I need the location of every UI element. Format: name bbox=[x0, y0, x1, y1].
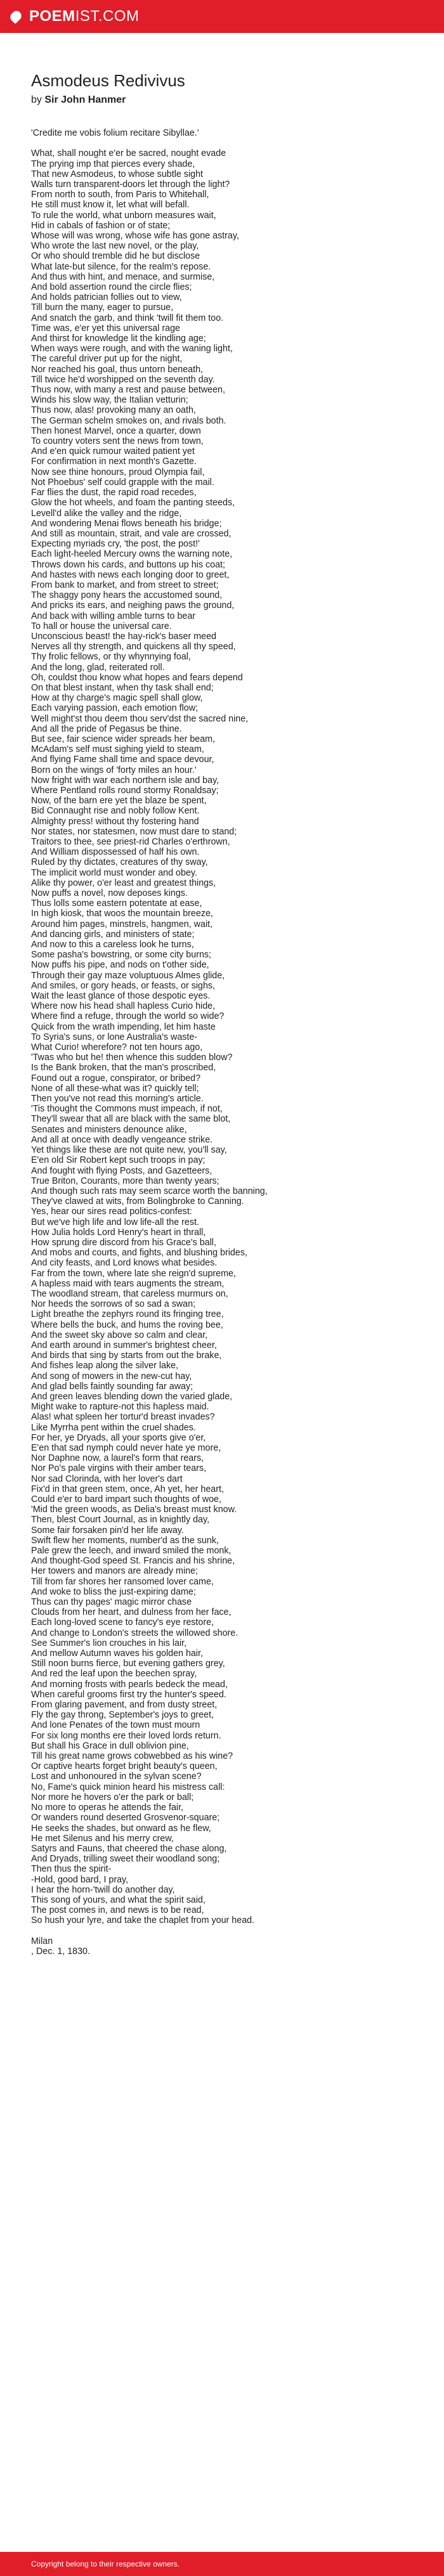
poem-line: Traitors to thee, see priest-rid Charles o'erthrown, bbox=[31, 837, 230, 847]
poem-line: Her towers and manors are already mine; bbox=[31, 1566, 199, 1577]
poem-line: Till burn the many, eager to pursue, bbox=[31, 302, 174, 313]
poem-line: For her, ye Dryads, all your sports give o'er, bbox=[31, 1432, 206, 1443]
poem-line: From bank to market, and from street to street; bbox=[31, 579, 219, 590]
poem-line: Where Pentland rolls round stormy Ronaldsay; bbox=[31, 785, 219, 796]
poem-line: And snatch the garb, and think 'twill fit them too. bbox=[31, 313, 224, 323]
poem-line: Far flies the dust, the rapid road recedes, bbox=[31, 488, 197, 498]
poem-line: Well might'st thou deem thou serv'dst the sacred nine, bbox=[31, 713, 249, 724]
poem-line: Oh, couldst thou know what hopes and fears depend bbox=[31, 672, 243, 683]
poem-line: And fishes leap along the silver lake, bbox=[31, 1361, 179, 1371]
poem-line: And the sweet sky above so calm and clear, bbox=[31, 1330, 208, 1340]
poem-line: Expecting myriads cry, 'the post, the post!' bbox=[31, 539, 200, 550]
poem-line: And lone Penates of the town must mourn bbox=[31, 1720, 200, 1731]
poem-line: And all at once with deadly vengeance strike. bbox=[31, 1134, 213, 1145]
poem-line: And William dispossessed of half his own. bbox=[31, 847, 200, 858]
poem-line: Light breathe the zephyrs round its fringing tree, bbox=[31, 1309, 224, 1320]
poem-line: Thy frolic fellows, or thy whynnying foal, bbox=[31, 652, 191, 663]
poem-line: Nor sad Clorinda, with her lover's dart bbox=[31, 1473, 183, 1484]
poem-line: E'en that sad nymph could never hate ye more, bbox=[31, 1442, 221, 1453]
poem-line: And the long, glad, reiterated roll. bbox=[31, 662, 165, 673]
poem-line: 'Tis thought the Commons must impeach, if not, bbox=[31, 1104, 223, 1115]
poem-line: And thought-God speed St. Francis and his shrine, bbox=[31, 1556, 235, 1567]
poem-line: Levell'd alike the valley and the ridge, bbox=[31, 508, 182, 519]
poem-lines bbox=[31, 148, 444, 1926]
poem-line: Some pasha's bowstring, or some city burns; bbox=[31, 950, 212, 961]
poem-line: No more to operas he attends the fair, bbox=[31, 1803, 184, 1813]
byline bbox=[31, 94, 444, 107]
poem-line: And morning frosts with pearls bedeck the mead, bbox=[31, 1679, 228, 1690]
poem-line: But we've high life and low life-all the rest. bbox=[31, 1217, 199, 1227]
poem-line: Thus now, with many a rest and pause between, bbox=[31, 385, 225, 396]
poem-line: What late-but silence, for the realm's repose. bbox=[31, 261, 211, 272]
poem-line: And now to this a careless look he turns, bbox=[31, 940, 194, 950]
poem-line: Fix'd in that green stem, once, Ah yet, her heart, bbox=[31, 1484, 224, 1494]
poem-line: A hapless maid with tears augments the stream, bbox=[31, 1278, 225, 1289]
poem-line: And glad bells faintly sounding far away; bbox=[31, 1381, 193, 1392]
poem-line: Alas! what spleen her tortur'd breast invades? bbox=[31, 1412, 215, 1423]
poem-line: What Curio! wherefore? not ten hours ago, bbox=[31, 1042, 203, 1053]
poem-line: This song of yours, and what the spirit said, bbox=[31, 1894, 206, 1905]
poem-line: Nor states, nor statesmen, now must dare to stand; bbox=[31, 826, 237, 837]
poem-body bbox=[31, 128, 444, 1926]
poem-line: Still noon burns fierce, but evening gathers grey, bbox=[31, 1659, 225, 1669]
poem-line: Till his great name grows cobwebbed as his wine? bbox=[31, 1751, 233, 1762]
poem-line: Where find a refuge, through the world so wide? bbox=[31, 1011, 225, 1022]
poem-line: Some fair forsaken pin'd her life away. bbox=[31, 1525, 184, 1536]
poem-line: Nor more he hovers o'er the park or ball; bbox=[31, 1792, 194, 1803]
poem-line: Could e'er to bard impart such thoughts of woe, bbox=[31, 1494, 221, 1505]
poem-line: For six long months ere their loved lords return. bbox=[31, 1730, 221, 1741]
poem-line: Till from far shores her ransomed lover came, bbox=[31, 1576, 214, 1587]
poem-line: Nor Daphne now, a laurel's form that rears, bbox=[31, 1453, 204, 1464]
poem-line: Then you've not read this morning's article. bbox=[31, 1094, 204, 1104]
poem-line: So hush your lyre, and take the chaplet from your head. bbox=[31, 1915, 255, 1926]
copyright-text: Copyright belong to their respective owners. bbox=[31, 2560, 180, 2568]
poem-line: And red the leaf upon the beechen spray, bbox=[31, 1669, 197, 1680]
poem-line: Where bells the buck, and hums the roving bee, bbox=[31, 1319, 223, 1330]
poem-title: Asmodeus Redivivus bbox=[31, 71, 185, 90]
poem-line: And fought with flying Posts, and Gazetteers, bbox=[31, 1165, 212, 1176]
poem-line: Time was, e'er yet this universal rage bbox=[31, 323, 181, 333]
poem-line: Alike thy power, o'er least and greatest things, bbox=[31, 877, 216, 888]
poem-line: 'Mid the green woods, as Delia's breast must know. bbox=[31, 1505, 237, 1515]
poem-line: Or wanders round deserted Grosvenor-square; bbox=[31, 1813, 220, 1823]
stanza-gap bbox=[31, 138, 444, 148]
poem-line: For confirmation in next month's Gazette. bbox=[31, 456, 197, 467]
poem-line: E'en old Sir Robert kept such troops in pay; bbox=[31, 1155, 206, 1166]
logo-thin-text: IST.COM bbox=[75, 8, 140, 25]
poem-line: Yes, hear our sires read politics-confest: bbox=[31, 1207, 192, 1217]
poem-line: He still must know it, let what will befall. bbox=[31, 200, 190, 210]
poem-line: And holds patrician follies out to view, bbox=[31, 292, 182, 303]
poem-line: Pale grew the leech, and inward smiled the monk, bbox=[31, 1546, 232, 1557]
poem-line: Then thus the spirit- bbox=[31, 1864, 112, 1875]
poem-line: Bid Connaught rise and nobly follow Kent. bbox=[31, 806, 200, 817]
poem-line: To rule the world, what unborn measures wait, bbox=[31, 210, 216, 221]
poem-line: And green leaves blending down the varied glade, bbox=[31, 1391, 233, 1402]
poem-line: True Briton, Courants, more than twenty years; bbox=[31, 1175, 219, 1186]
poem-line: They've clawed at wits, from Bolingbroke to Canning. bbox=[31, 1196, 244, 1207]
poem-line: And change to London's streets the willowed shore. bbox=[31, 1628, 238, 1638]
poem-line: Fly the gay throng, September's joys to greet, bbox=[31, 1710, 214, 1721]
poem-line: I hear the horn-'twill do another day, bbox=[31, 1884, 175, 1895]
poem-line: And flying Fame shall time and space devour, bbox=[31, 754, 214, 765]
poem-line: Now, of the barn ere yet the blaze be spent, bbox=[31, 796, 207, 806]
poem-line: And smiles, or gory heads, or feasts, or sighs, bbox=[31, 980, 216, 991]
poem-line: And back with willing amble turns to bear bbox=[31, 611, 196, 621]
epigraph: 'Credite me vobis folium recitare Sibyllae.' bbox=[31, 128, 199, 138]
poem-line: Born on the wings of 'forty miles an hour.' bbox=[31, 765, 197, 775]
poem-line: Then, blest Court Journal, as in knightly day, bbox=[31, 1515, 210, 1525]
poem-line: The German schelm smokes on, and rivals both. bbox=[31, 415, 226, 426]
poem-line: Yet things like these are not quite new, you'll say, bbox=[31, 1145, 227, 1156]
poem-line: And earth around in summer's brightest cheer, bbox=[31, 1340, 217, 1350]
logo-bold-text: POEM bbox=[29, 8, 75, 25]
poem-line: The prying imp that pierces every shade, bbox=[31, 159, 195, 169]
poem-line: Found out a rogue, conspirator, or bribed? bbox=[31, 1073, 201, 1084]
poem-line: Almighty press! without thy fostering hand bbox=[31, 816, 199, 827]
poem-line: Now puffs his pipe, and nods on t'other side, bbox=[31, 960, 209, 971]
poem-line: Whose will was wrong, whose wife has gone astray, bbox=[31, 231, 239, 242]
poem-line: Not Phoebus' self could grapple with the mail. bbox=[31, 477, 214, 488]
poem-line: Thus now, alas! provoking many an oath, bbox=[31, 405, 196, 416]
poem-line: Clouds from her heart, and dulness from her face, bbox=[31, 1607, 232, 1618]
poem-line: That new Asmodeus, to whose subtle sight bbox=[31, 169, 203, 179]
poem-line: And woke to bliss the just-expiring dame; bbox=[31, 1586, 196, 1597]
poem-line: Wait the least glance of those despotic eyes. bbox=[31, 991, 211, 1002]
poem-line: And though such rats may seem scarce worth the banning, bbox=[31, 1186, 268, 1196]
poem-line: Now puffs a novel, now deposes kings. bbox=[31, 888, 188, 899]
poem-line: And mobs and courts, and fights, and blushing brides, bbox=[31, 1248, 247, 1259]
poem-line: The implicit world must wonder and obey. bbox=[31, 867, 197, 878]
poem-line: And dancing girls, and ministers of state; bbox=[31, 929, 195, 940]
poem-line: And thus with hint, and menace, and surmise, bbox=[31, 271, 215, 282]
poem-line: To country voters sent the news from town, bbox=[31, 436, 204, 447]
poem-line: What, shall nought e'er be sacred, nought evade bbox=[31, 148, 226, 159]
poem-line: And mellow Autumn waves his golden hair, bbox=[31, 1648, 203, 1659]
poem-line: The post comes in, and news is to be read, bbox=[31, 1905, 204, 1916]
poem-line: He met Silenus and his merry crew, bbox=[31, 1833, 174, 1844]
poem-line: Now fright with war each northern isle and bay, bbox=[31, 775, 219, 786]
poem-line: To hall or house the universal care. bbox=[31, 621, 172, 631]
poem-line: Satyrs and Fauns, that cheered the chase along, bbox=[31, 1843, 227, 1854]
quill-logo-icon[interactable] bbox=[8, 9, 23, 24]
poem-place: Milan bbox=[31, 1936, 53, 1946]
poem-line: And all the pride of Pegasus be thine. bbox=[31, 723, 182, 734]
poem-line: Lost and unhonoured in the sylvan scene? bbox=[31, 1771, 202, 1782]
site-footer bbox=[0, 2552, 444, 2576]
poem-line: Throws down his cards, and buttons up his coat; bbox=[31, 559, 225, 570]
poem-line: In high kiosk, that woos the mountain breeze, bbox=[31, 909, 213, 919]
poem-line: Senates and ministers denounce alike, bbox=[31, 1124, 187, 1135]
poem-line: Might wake to rapture-not this hapless maid. bbox=[31, 1402, 209, 1413]
poem-line: Nor reached his goal, thus untorn beneath, bbox=[31, 364, 204, 375]
poem-line: No, Fame's quick minion heard his mistress call: bbox=[31, 1782, 225, 1792]
poem-line: When ways were rough, and with the waning light, bbox=[31, 344, 233, 354]
poem-line: And birds that sing by starts from out the brake, bbox=[31, 1350, 222, 1361]
poem-line: Who wrote the last new novel, or the play, bbox=[31, 241, 199, 252]
poem-line: -Hold, good bard, I pray, bbox=[31, 1874, 129, 1885]
poem-line: The shaggy pony hears the accustomed sound, bbox=[31, 590, 223, 601]
poem-line: Swift flew her moments, number'd as the sunk, bbox=[31, 1535, 219, 1546]
site-header bbox=[0, 0, 444, 33]
poem-line: Hid in cabals of fashion or of state; bbox=[31, 220, 171, 231]
poem-line: Nor Po's pale virgins with their amber tears, bbox=[31, 1463, 207, 1474]
poem-line: Glow the hot wheels, and foam the panting steeds, bbox=[31, 498, 235, 508]
poem-line: Or captive hearts forget bright beauty's queen, bbox=[31, 1761, 218, 1772]
poem-line: Unconscious beast! the hay-rick's baser meed bbox=[31, 631, 216, 642]
poem-line: But shall his Grace in dull oblivion pine, bbox=[31, 1740, 189, 1751]
poem-line: How at thy charge's magic spell shall glow, bbox=[31, 693, 203, 704]
poem-line: Where now his head shall hapless Curio hide, bbox=[31, 1001, 216, 1012]
poem-line: And thirst for knowledge lit the kindling age; bbox=[31, 333, 206, 344]
poem-line: 'Twas who but he! then whence this sudden blow? bbox=[31, 1052, 233, 1063]
poem-line: Quick from the wrath impending, let him haste bbox=[31, 1021, 216, 1032]
poem-line: None of all these-what was it? quickly tell; bbox=[31, 1083, 199, 1094]
poem-line: Each long-loved scene to fancy's eye restore, bbox=[31, 1617, 214, 1628]
poem-line: Ruled by thy dictates, creatures of thy sway, bbox=[31, 857, 208, 868]
poem-line: Nor heeds the sorrows of so sad a swan; bbox=[31, 1299, 196, 1310]
poem-line: And wondering Menai flows beneath his bridge; bbox=[31, 518, 222, 529]
poem-line: On that blest instant, when thy task shall end; bbox=[31, 682, 214, 693]
poem-line: And Dryads, trilling sweet their woodland song; bbox=[31, 1854, 220, 1865]
poem-line: McAdam's self must sighing yield to steam, bbox=[31, 744, 204, 755]
byline-prefix: by bbox=[31, 94, 45, 105]
poem-line: Till twice he'd worshipped on the seventh day. bbox=[31, 374, 215, 385]
poem-line: When careful grooms first try the hunter's speed. bbox=[31, 1689, 226, 1700]
poem-line: The woodland stream, that careless murmurs on, bbox=[31, 1288, 228, 1299]
poem-signature bbox=[31, 1936, 444, 1957]
poem-line: Or who should tremble did he but disclose bbox=[31, 251, 200, 262]
poem-line: To Syria's suns, or lone Australia's waste- bbox=[31, 1032, 198, 1042]
poem-line: But see, fair science wider spreads her beam, bbox=[31, 734, 216, 744]
poem-line: The careful driver put up for the night, bbox=[31, 354, 183, 365]
poem-line: Now see thine honours, proud Olympia fail, bbox=[31, 467, 205, 477]
poem-line: And city feasts, and Lord knows what besides. bbox=[31, 1258, 218, 1269]
poem-line: And still as mountain, strait, and vale are crossed, bbox=[31, 528, 232, 539]
poem-line: Thus lolls some eastern potentate at ease, bbox=[31, 898, 202, 909]
poem-line: How sprung dire discord from his Grace's ball, bbox=[31, 1237, 216, 1248]
site-logo[interactable] bbox=[29, 8, 140, 25]
poem-line: And e'en quick rumour waited patient yet bbox=[31, 446, 195, 457]
poem-line: Through their gay maze voluptuous Almes glide, bbox=[31, 970, 225, 981]
poem-line: And bold assertion round the circle flies; bbox=[31, 282, 192, 293]
poem-line: Is the Bank broken, that the man's proscribed, bbox=[31, 1063, 216, 1073]
poem-line: Each varying passion, each emotion flow; bbox=[31, 703, 199, 714]
poem-line: And hastes with news each longing door to greet, bbox=[31, 569, 230, 580]
poem-line: Each light-heeled Mercury owns the warning note, bbox=[31, 549, 233, 560]
poem-line: How Julia holds Lord Henry's heart in thrall, bbox=[31, 1227, 206, 1238]
poem-line: Winds his slow way, the Italian vetturin; bbox=[31, 395, 188, 406]
poem-line: He seeks the shades, but onward as he flew, bbox=[31, 1823, 211, 1834]
poem-date: , Dec. 1, 1830. bbox=[31, 1946, 90, 1957]
poem-line: From glaring pavement, and from dusty street, bbox=[31, 1700, 218, 1711]
poem-line: See Summer's lion crouches in his lair, bbox=[31, 1638, 187, 1648]
poem-line: And pricks its ears, and neighing paws the ground, bbox=[31, 600, 235, 611]
author-link[interactable]: Sir John Hanmer bbox=[44, 94, 126, 105]
poem-line: And song of mowers in the new-cut hay, bbox=[31, 1371, 192, 1382]
poem-line: Walls turn transparent-doors let through the light? bbox=[31, 179, 230, 190]
poem-line: Thus can thy pages' magic mirror chase bbox=[31, 1597, 192, 1608]
poem-line: From north to south, from Paris to Whitehall, bbox=[31, 190, 209, 200]
poem-line: Like Myrrha pent within the cruel shades. bbox=[31, 1422, 196, 1433]
poem-content bbox=[0, 33, 444, 1957]
poem-line: Far from the town, where late she reign'd supreme, bbox=[31, 1268, 236, 1279]
poem-line: They'll swear that all are black with the same blot, bbox=[31, 1114, 231, 1125]
poem-line: Around him pages, minstrels, hangmen, wait, bbox=[31, 919, 213, 929]
poem-line: Nerves all thy strength, and quickens all thy speed, bbox=[31, 642, 236, 652]
poem-line: Then honest Marvel, once a quarter, down bbox=[31, 425, 201, 436]
